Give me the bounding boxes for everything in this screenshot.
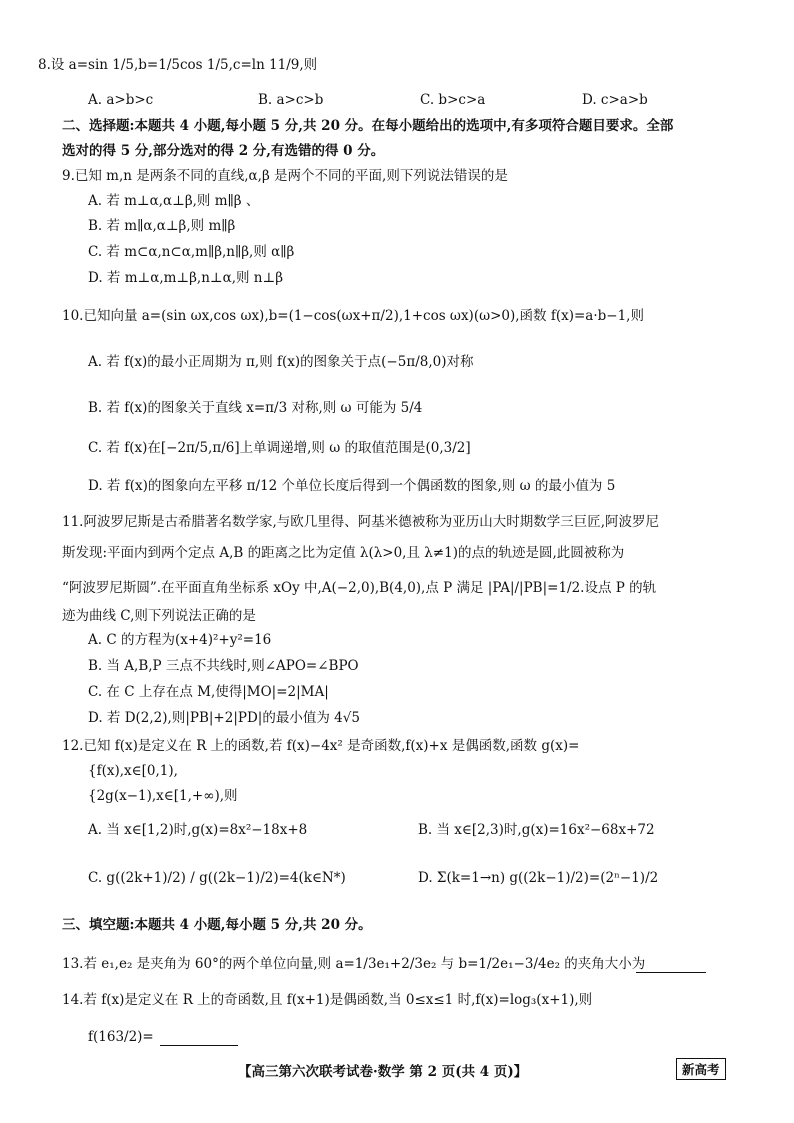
text-line: A. 若 f(x)的最小正周期为 π,则 f(x)的图象关于点(−5π/8,0)对称 <box>88 354 474 370</box>
text-line: A. C 的方程为(x+4)²+y²=16 <box>88 632 272 648</box>
text-line: 12.已知 f(x)是定义在 R 上的函数,若 f(x)−4x² 是奇函数,f(x)+x 是偶函数,函数 g(x)= <box>62 738 580 754</box>
text-line: “阿波罗尼斯圆”.在平面直角坐标系 xOy 中,A(−2,0),B(4,0),点 P 满足 |PA|/|PB|=1/2.设点 P 的轨 <box>62 580 657 596</box>
text-line: 二、选择题:本题共 4 小题,每小题 5 分,共 20 分。在每小题给出的选项中,有多项符合题目要求。全部 <box>62 118 674 134</box>
page-footer: 【高三第六次联考试卷·数学 第 2 页(共 4 页)】 <box>238 1064 528 1080</box>
text-line: 选对的得 5 分,部分选对的得 2 分,有选错的得 0 分。 <box>62 143 385 159</box>
text-line: 11.阿波罗尼斯是古希腊著名数学家,与欧几里得、阿基米德被称为亚历山大时期数学三巨匠,阿波罗尼 <box>62 514 660 530</box>
answer-blank[interactable] <box>636 956 706 979</box>
text-line: 8.设 a=sin 1/5,b=1/5cos 1/5,c=ln 11/9,则 <box>38 57 318 73</box>
answer-blank[interactable] <box>160 1029 238 1052</box>
edition-tag: 新高考 <box>676 1058 726 1080</box>
text-line: {2g(x−1),x∈[1,+∞),则 <box>88 788 238 804</box>
text-line: B. 当 x∈[2,3)时,g(x)=16x²−68x+72 <box>418 822 655 838</box>
text-line: B. 当 A,B,P 三点不共线时,则∠APO=∠BPO <box>88 658 359 674</box>
text-line: {f(x),x∈[0,1), <box>88 763 178 779</box>
text-line: C. 若 m⊂α,n⊂α,m∥β,n∥β,则 α∥β <box>88 244 295 260</box>
text-line: 斯发现:平面内到两个定点 A,B 的距离之比为定值 λ(λ>0,且 λ≠1)的点的轨迹是圆,此圆被称为 <box>62 545 625 561</box>
text-line: f(163/2)= <box>88 1029 154 1045</box>
text-line: 9.已知 m,n 是两条不同的直线,α,β 是两个不同的平面,则下列说法错误的是 <box>62 168 508 184</box>
text-line: A. a>b>c <box>88 92 154 108</box>
text-line: D. Σ(k=1→n) g((2k−1)/2)=(2ⁿ−1)/2 <box>418 870 659 886</box>
text-line: 三、填空题:本题共 4 小题,每小题 5 分,共 20 分。 <box>62 917 372 933</box>
text-line: 13.若 e₁,e₂ 是夹角为 60°的两个单位向量,则 a=1/3e₁+2/3e₂ 与 b=1/2e₁−3/4e₂ 的夹角大小为 <box>62 956 646 972</box>
text-line: D. 若 D(2,2),则|PB|+2|PD|的最小值为 4√5 <box>88 710 360 726</box>
text-line: D. c>a>b <box>582 92 648 108</box>
text-line: B. a>c>b <box>258 92 324 108</box>
text-line: B. 若 f(x)的图象关于直线 x=π/3 对称,则 ω 可能为 5/4 <box>88 400 423 416</box>
text-line: D. 若 f(x)的图象向左平移 π/12 个单位长度后得到一个偶函数的图象,则 ω 的最小值为 5 <box>88 478 616 494</box>
text-line: A. 若 m⊥α,α⊥β,则 m∥β 、 <box>88 193 260 209</box>
text-line: C. 若 f(x)在[−2π/5,π/6]上单调递增,则 ω 的取值范围是(0,3/2] <box>88 440 471 456</box>
text-line: C. g((2k+1)/2) / g((2k−1)/2)=4(k∈N*) <box>88 870 346 886</box>
text-line: C. 在 C 上存在点 M,使得|MO|=2|MA| <box>88 684 329 700</box>
text-line: D. 若 m⊥α,m⊥β,n⊥α,则 n⊥β <box>88 270 283 286</box>
text-line: 10.已知向量 a=(sin ωx,cos ωx),b=(1−cos(ωx+π/2),1+cos ωx)(ω>0),函数 f(x)=a·b−1,则 <box>62 308 644 324</box>
text-line: C. b>c>a <box>420 92 486 108</box>
text-line: 14.若 f(x)是定义在 R 上的奇函数,且 f(x+1)是偶函数,当 0≤x≤1 时,f(x)=log₃(x+1),则 <box>62 992 593 1008</box>
text-line: A. 当 x∈[1,2)时,g(x)=8x²−18x+8 <box>88 822 308 838</box>
text-line: 迹为曲线 C,则下列说法正确的是 <box>62 608 256 624</box>
text-line: B. 若 m∥α,α⊥β,则 m∥β <box>88 218 236 234</box>
